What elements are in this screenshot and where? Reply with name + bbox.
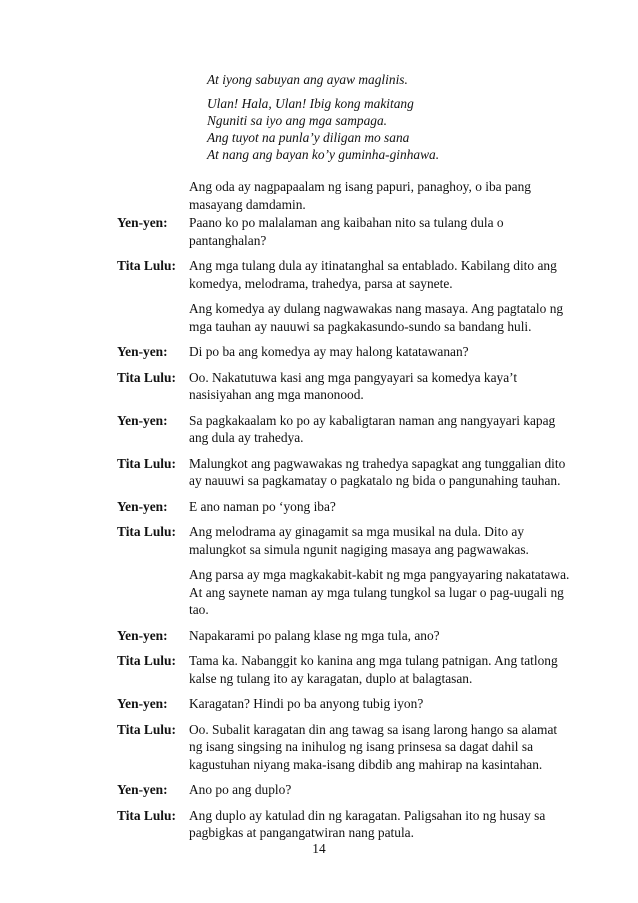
speaker-name: Yen-yen: bbox=[117, 344, 168, 359]
speech-line: At ang saynete naman ay mga tulang tungkol sa lugar o pag-uugali ng bbox=[189, 584, 564, 600]
dialogue-entry bbox=[117, 369, 567, 404]
speech-paragraph bbox=[189, 257, 563, 292]
dialogue-entry bbox=[117, 257, 567, 335]
speaker-name: Yen-yen: bbox=[117, 696, 168, 711]
speech-line: E ano naman po ‘yong iba? bbox=[189, 498, 336, 514]
speaker-name: Tita Lulu: bbox=[117, 653, 176, 668]
speech-text bbox=[189, 214, 563, 249]
speech-paragraph bbox=[189, 455, 566, 490]
speech-text bbox=[189, 455, 566, 490]
dialogue-entry bbox=[117, 498, 567, 516]
speech-line: Ang melodrama ay ginagamit sa mga musikal na dula. Dito ay bbox=[189, 524, 525, 539]
speech-line: mga tauhan ay nauuwi sa pagkakasundo-sundo sa bandang huli. bbox=[189, 318, 532, 334]
speech-line: Oo. Nakatutuwa kasi ang mga pangyayari sa komedya kaya’t bbox=[189, 369, 518, 385]
speech-line: Malungkot ang pagwawakas ng trahedya sapagkat ang tunggalian dito bbox=[189, 455, 566, 471]
speech-line: ng isang singsing na inihulog ng isang prinsesa sa dagat dahil sa bbox=[189, 739, 534, 754]
speech-text bbox=[189, 807, 563, 842]
speech-line: Karagatan? Hindi po ba anyong tubig iyon? bbox=[189, 696, 424, 711]
speech-paragraph bbox=[189, 300, 563, 335]
dialogue-entry bbox=[117, 412, 567, 447]
poem-line: Ang tuyot na punla’y diligan mo sana bbox=[207, 130, 410, 145]
speech-text bbox=[189, 721, 563, 774]
speech-line: Sa pagkakaalam ko po ay kabaligtaran naman ang nangyayari kapag bbox=[189, 412, 556, 428]
speech-line: Ang mga tulang dula ay itinatanghal sa entablado. Kabilang dito ang bbox=[189, 258, 557, 273]
poem-stanza bbox=[207, 95, 537, 163]
speech-line: ay nauuwi sa pagkamatay o pagkatalo ng bida o pangunahing tauhan. bbox=[189, 473, 561, 488]
speaker-name: Tita Lulu: bbox=[117, 524, 176, 539]
speech-paragraph bbox=[189, 652, 563, 687]
speech-line: komedya, melodrama, trahedya, parsa at saynete. bbox=[189, 275, 453, 291]
dialogue-entry bbox=[117, 214, 567, 249]
dialogue-entry bbox=[117, 652, 567, 687]
speech-paragraph bbox=[189, 343, 563, 361]
speech-line: Di po ba ang komedya ay may halong katatawanan? bbox=[189, 344, 469, 359]
speech-line: Oo. Subalit karagatan din ang tawag sa isang larong hango sa alamat bbox=[189, 721, 558, 737]
speech-text bbox=[189, 781, 563, 799]
speech-text bbox=[189, 627, 563, 645]
poem-line: Ulan! Hala, Ulan! Ibig kong makitang bbox=[207, 96, 414, 111]
speech-paragraph bbox=[189, 369, 563, 404]
speech-paragraph bbox=[189, 627, 563, 645]
speaker-name: Tita Lulu: bbox=[117, 369, 176, 385]
page-number: 14 bbox=[312, 841, 326, 856]
speaker-name: Yen-yen: bbox=[117, 215, 168, 230]
speaker-name: Yen-yen: bbox=[117, 498, 168, 514]
poem-stanza bbox=[207, 71, 537, 88]
speech-line: tao. bbox=[189, 602, 209, 617]
speech-line: kagustuhan niyang maka-isang dibdib ang mahirap na kasintahan. bbox=[189, 756, 543, 772]
dialogue-entry bbox=[117, 343, 567, 361]
speech-line: Ang duplo ay katulad din ng karagatan. Paligsahan ito ng husay sa bbox=[189, 807, 546, 823]
speech-paragraph bbox=[189, 695, 563, 713]
dialogue-entry bbox=[117, 807, 567, 842]
intro-line: masayang damdamin. bbox=[189, 196, 306, 212]
speech-line: pagbigkas at pangangatwiran nang patula. bbox=[189, 825, 414, 840]
speech-text bbox=[189, 695, 563, 713]
speaker-name: Tita Lulu: bbox=[117, 455, 176, 471]
poem-line: At nang ang bayan ko’y guminha-ginhawa. bbox=[207, 147, 440, 162]
speech-line: Ang komedya ay dulang nagwawakas nang masaya. Ang pagtatalo ng bbox=[189, 301, 564, 316]
dialogue bbox=[117, 214, 570, 850]
speech-line: kalse ng tulang ito ay karagatan, duplo at balagtasan. bbox=[189, 670, 473, 686]
poem-line: At iyong sabuyan ang ayaw maglinis. bbox=[207, 72, 408, 87]
speaker-name: Yen-yen: bbox=[117, 782, 168, 797]
speech-paragraph bbox=[189, 721, 563, 774]
speech-line: Paano ko po malalaman ang kaibahan nito sa tulang dula o bbox=[189, 215, 504, 230]
dialogue-entry bbox=[117, 695, 567, 713]
poem-excerpt bbox=[207, 71, 537, 170]
speech-paragraph bbox=[189, 781, 563, 799]
speech-text bbox=[189, 498, 563, 516]
speech-paragraph bbox=[189, 523, 563, 558]
speech-text bbox=[189, 343, 563, 361]
speaker-name: Yen-yen: bbox=[117, 412, 168, 428]
poem-line: Nguniti sa iyo ang mga sampaga. bbox=[207, 113, 388, 128]
dialogue-entry bbox=[117, 523, 570, 619]
speaker-name: Tita Lulu: bbox=[117, 258, 176, 273]
speech-text bbox=[189, 412, 563, 447]
speech-paragraph bbox=[189, 412, 563, 447]
speech-text bbox=[189, 652, 563, 687]
speech-paragraph bbox=[189, 566, 570, 619]
dialogue-entry bbox=[117, 781, 567, 799]
speech-line: Ang parsa ay mga magkakabit-kabit ng mga pangyayaring nakatatawa. bbox=[189, 567, 570, 582]
speaker-name: Tita Lulu: bbox=[117, 807, 176, 823]
speech-line: nasisiyahan ang mga manonood. bbox=[189, 387, 364, 402]
speech-line: malungkot sa simula ngunit nagiging masaya ang pagwawakas. bbox=[189, 541, 529, 557]
speech-line: Napakarami po palang klase ng mga tula, ano? bbox=[189, 627, 440, 643]
speaker-name: Tita Lulu: bbox=[117, 721, 176, 737]
intro-line: Ang oda ay nagpapaalam ng isang papuri, panaghoy, o iba pang bbox=[189, 179, 531, 194]
speech-text bbox=[189, 369, 563, 404]
speech-line: ang dula ay trahedya. bbox=[189, 430, 304, 445]
speaker-name: Yen-yen: bbox=[117, 627, 168, 643]
speech-text bbox=[189, 257, 563, 335]
intro-paragraph bbox=[189, 178, 549, 213]
speech-text bbox=[189, 523, 570, 619]
speech-line: pantanghalan? bbox=[189, 232, 267, 248]
speech-line: Tama ka. Nabanggit ko kanina ang mga tulang patnigan. Ang tatlong bbox=[189, 653, 558, 668]
speech-paragraph bbox=[189, 807, 563, 842]
speech-paragraph bbox=[189, 498, 563, 516]
dialogue-entry bbox=[117, 721, 567, 774]
speech-paragraph bbox=[189, 214, 563, 249]
dialogue-entry bbox=[117, 455, 567, 490]
speech-line: Ano po ang duplo? bbox=[189, 782, 292, 797]
dialogue-entry bbox=[117, 627, 567, 645]
